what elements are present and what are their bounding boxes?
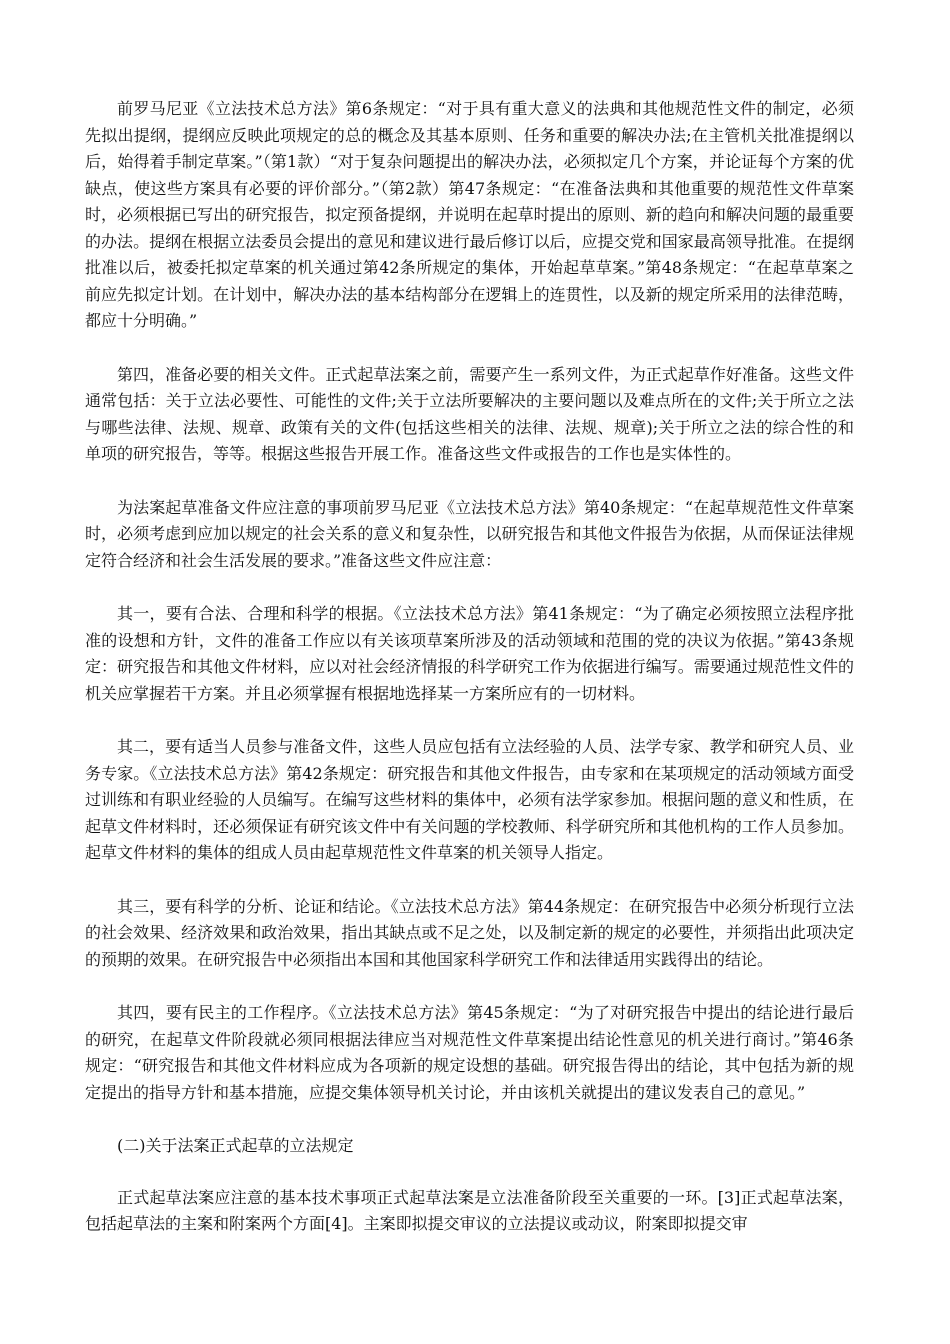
paragraph-document-preparation-notes: 为法案起草准备文件应注意的事项前罗马尼亚《立法技术总方法》第40条规定：“在起草规范性文件草案时，必须考虑到应加以规定的社会关系的意义和复杂性，以研究报告和其他文件报告为依据，从而保证法律规定符合经济和社会生活发展的要求。”准备这些文件应注意： bbox=[85, 497, 854, 570]
section-heading-formal-drafting: (二)关于法案正式起草的立法规定 bbox=[117, 1136, 354, 1155]
paragraph-fourth-prepare-documents: 第四，准备必要的相关文件。正式起草法案之前，需要产生一系列文件，为正式起草作好准备。这些文件通常包括：关于立法必要性、可能性的文件;关于立法所要解决的主要问题以及难点所在的文件;关于所立之法与哪些法律、法规、规章、政策有关的文件(包括这些相关的法律、法规、规章);关于所立之法的综合性的和单项的研究报告，等等。根据这些报告开展工作。准备这些文件或报告的工作也是实体性的。 bbox=[85, 364, 854, 463]
paragraph-point-three-analysis: 其三，要有科学的分析、论证和结论。《立法技术总方法》第44条规定：在研究报告中必须分析现行立法的社会效果、经济效果和政治效果，指出其缺点或不足之处，以及制定新的规定的必要性，并须指出此项决定的预期的效果。在研究报告中必须指出本国和其他国家科学研究工作和法律适用实践得出的结论。 bbox=[85, 896, 854, 969]
paragraph-romania-article-6-47-48: 前罗马尼亚《立法技术总方法》第6条规定：“对于具有重大意义的法典和其他规范性文件的制定，必须先拟出提纲，提纲应反映此项规定的总的概念及其基本原则、任务和重要的解决办法;在主管机关批准提纲以后，始得着手制定草案。”（第1款）“对于复杂问题提出的解决办法，必须拟定几个方案，并论证每个方案的优缺点，使这些方案具有必要的评价部分。”（第2款）第47条规定：“在准备法典和其他重要的规范性文件草案时，必须根据已写出的研究报告，拟定预备提纲，并说明在起草时提出的原则、新的趋向和解决问题的最重要的办法。提纲在根据立法委员会提出的意见和建议进行最后修订以后，应提交党和国家最高领导批准。在提纲批准以后，被委托拟定草案的机关通过第42条所规定的集体，开始起草草案。”第48条规定：“在起草草案之前应先拟定计划。在计划中，解决办法的基本结构部分在逻辑上的连贯性，以及新的规定所采用的法律范畴，都应十分明确。” bbox=[85, 99, 854, 330]
paragraph-point-one-legal-basis: 其一，要有合法、合理和科学的根据。《立法技术总方法》第41条规定：“为了确定必须按照立法程序批准的设想和方针，文件的准备工作应以有关该项草案所涉及的活动领域和范围的党的决议为依据。”第43条规定：研究报告和其他文件材料，应以对社会经济情报的科学研究工作为依据进行编写。需要通过规范性文件的机关应掌握若干方案。并且必须掌握有根据地选择某一方案所应有的一切材料。 bbox=[85, 604, 854, 703]
paragraph-point-four-democratic-procedure: 其四，要有民主的工作程序。《立法技术总方法》第45条规定：“为了对研究报告中提出的结论进行最后的研究，在起草文件阶段就必须同根据法律应当对规范性文件草案提出结论性意见的机关进行商讨。”第46条规定：“研究报告和其他文件材料应成为各项新的规定设想的基础。研究报告得出的结论，其中包括为新的规定提出的指导方针和基本措施，应提交集体领导机关讨论，并由该机关就提出的建议发表自己的意见。” bbox=[85, 1003, 854, 1102]
paragraph-point-two-personnel: 其二，要有适当人员参与准备文件，这些人员应包括有立法经验的人员、法学专家、教学和研究人员、业务专家。《立法技术总方法》第42条规定：研究报告和其他文件报告，由专家和在某项规定的活动领域方面受过训练和有职业经验的人员编写。在编写这些材料的集体中，必须有法学家参加。根据问题的意义和性质，在起草文件材料时，还必须保证有研究该文件中有关问题的学校教师、科学研究所和其他机构的工作人员参加。起草文件材料的集体的组成人员由起草规范性文件草案的机关领导人指定。 bbox=[85, 737, 854, 862]
paragraph-formal-drafting-intro: 正式起草法案应注意的基本技术事项正式起草法案是立法准备阶段至关重要的一环。[3]正式起草法案，包括起草法的主案和附案两个方面[4]。主案即拟提交审议的立法提议或动议，附案即拟提交审 bbox=[85, 1187, 854, 1233]
